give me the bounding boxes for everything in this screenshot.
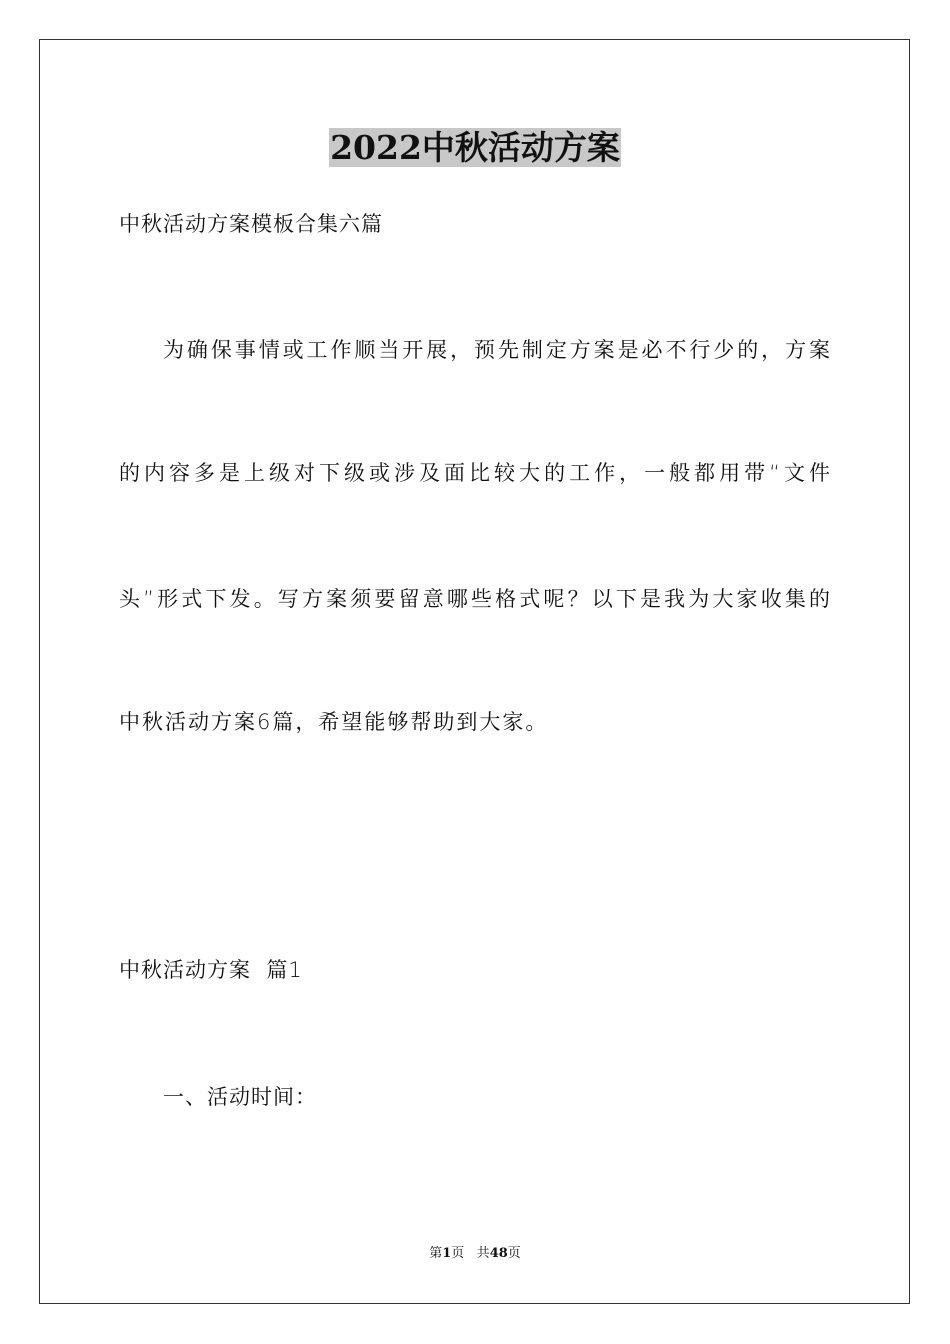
footer-total-suffix: 页 [507, 1246, 521, 1261]
document-subtitle: 中秋活动方案模板合集六篇 [119, 212, 383, 236]
paragraph-line: 中秋活动方案6篇，希望能够帮助到大家。 [119, 710, 549, 734]
footer-total-pages: 48 [489, 1246, 508, 1261]
footer-page-prefix: 第 [429, 1246, 443, 1261]
footer-page-number: 1 [442, 1246, 452, 1261]
section-heading: 中秋活动方案 篇1 [119, 958, 303, 982]
paragraph-line: 为确保事情或工作顺当开展，预先制定方案是必不行少的，方案 [163, 338, 830, 362]
item-heading: 一、活动时间： [163, 1085, 317, 1109]
page-footer [0, 1245, 950, 1263]
document-title [0, 126, 950, 170]
document-title-text: 2022中秋活动方案 [330, 128, 620, 167]
paragraph-line: 的内容多是上级对下级或涉及面比较大的工作，一般都用带“文件 [119, 461, 830, 485]
footer-total-prefix: 共 [476, 1246, 490, 1261]
footer-page-suffix: 页 [451, 1246, 465, 1261]
paragraph-line: 头”形式下发。写方案须要留意哪些格式呢？以下是我为大家收集的 [119, 587, 830, 611]
